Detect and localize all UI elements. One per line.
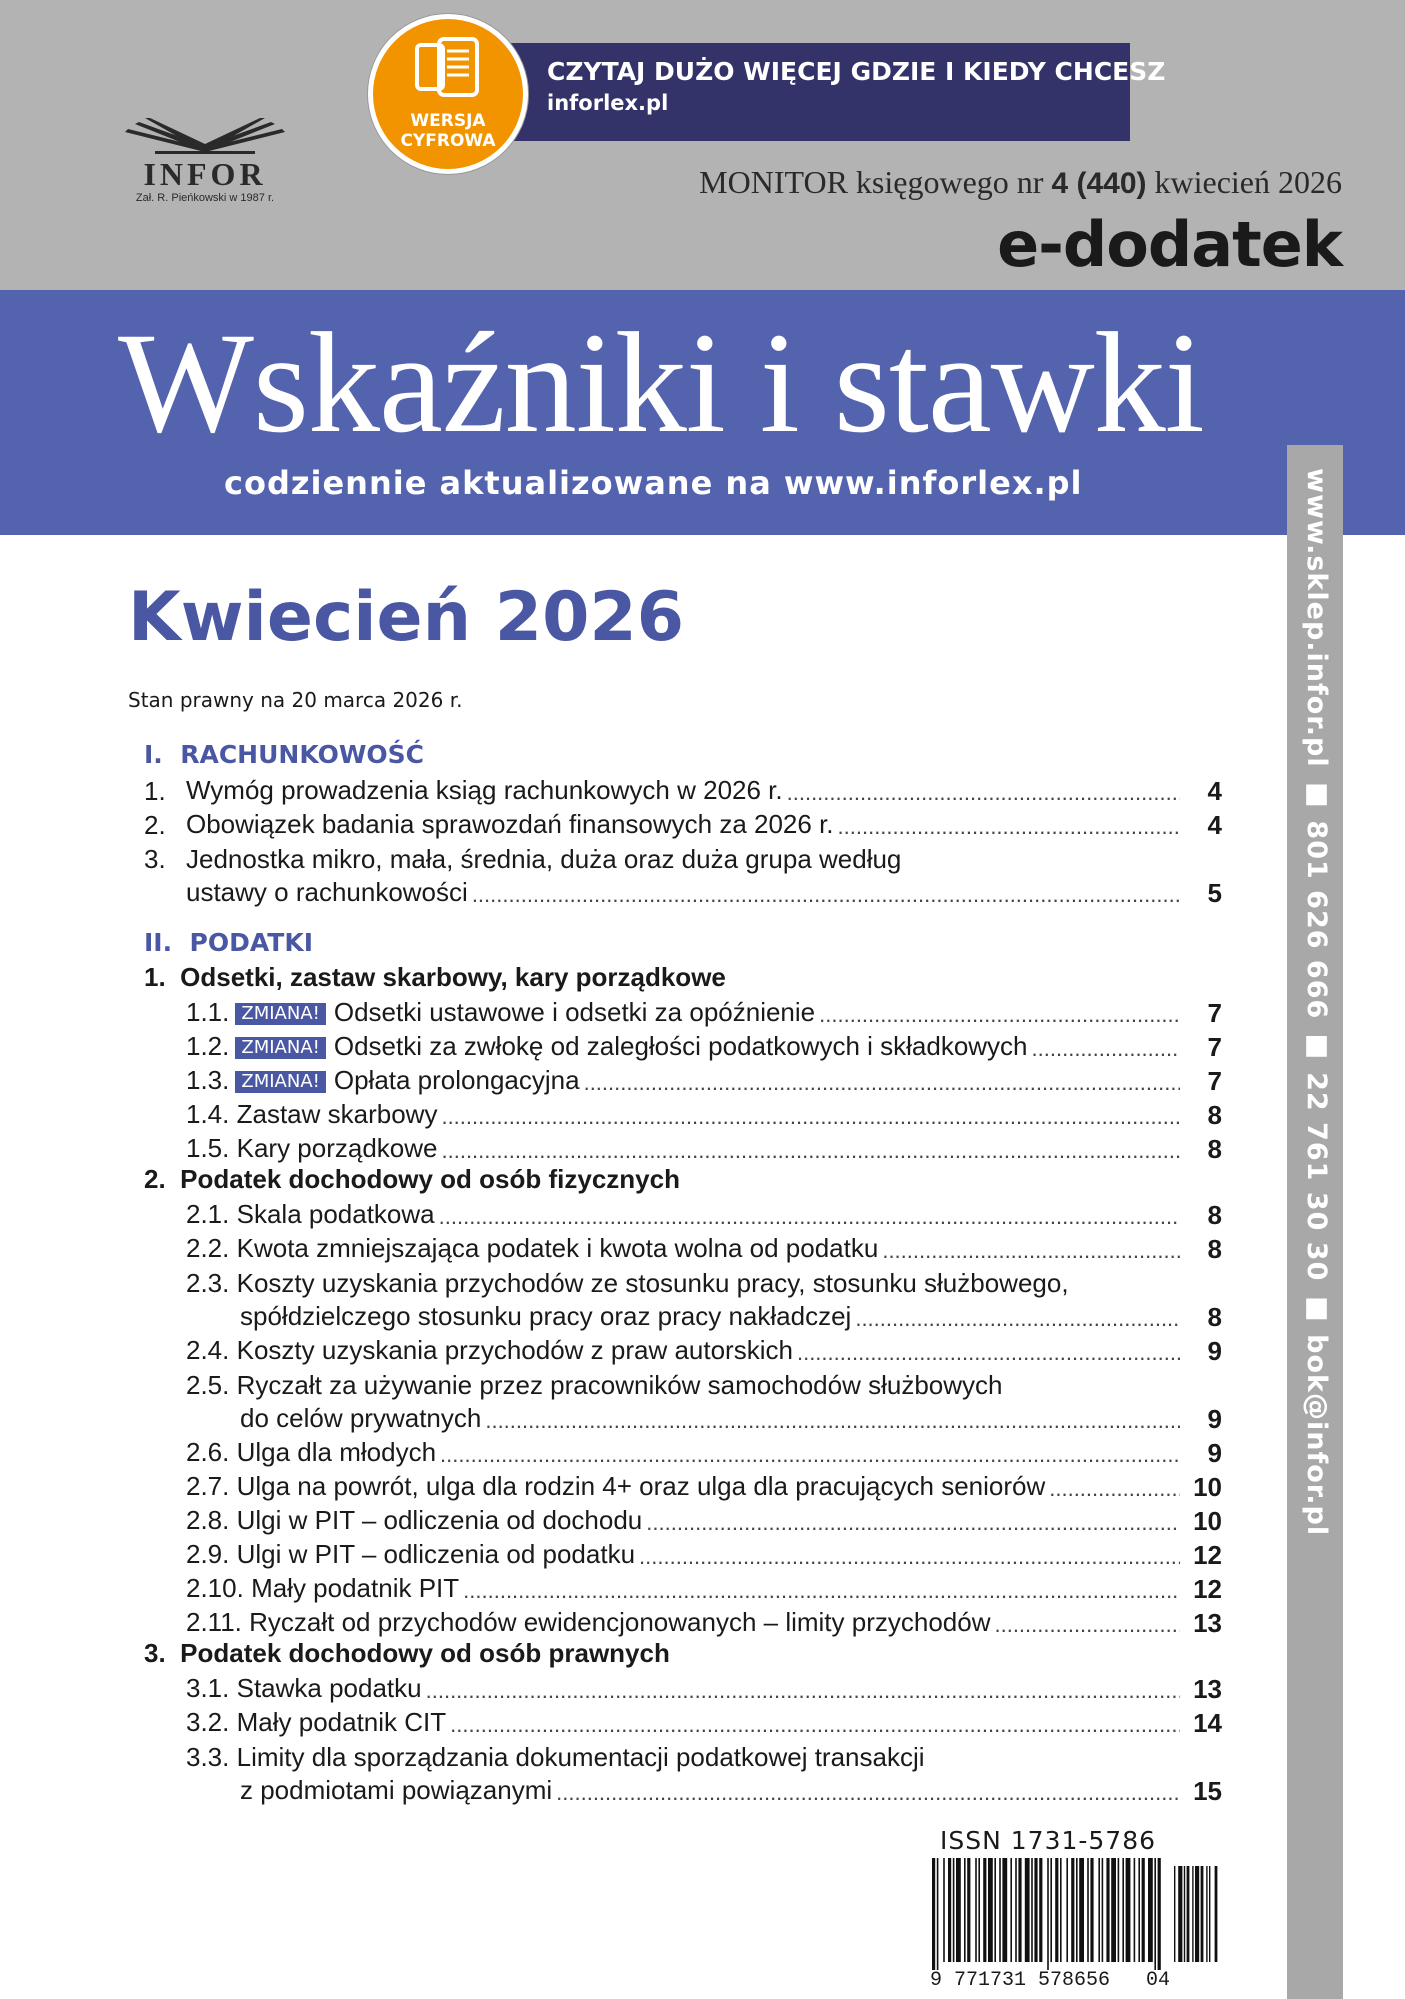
barcode-bar	[943, 1858, 945, 1962]
barcode-bar	[1031, 1858, 1033, 1962]
barcode-bar	[1034, 1858, 1037, 1962]
toc-number: 2.	[144, 810, 166, 840]
subtitle-url[interactable]: www.inforlex.pl	[783, 464, 1083, 502]
barcode-bar	[1174, 1866, 1175, 1962]
issue-date: kwiecień 2026	[1154, 164, 1342, 200]
barcode-bar	[1158, 1858, 1161, 1970]
change-badge: ZMIANA!	[235, 1037, 325, 1059]
barcode-digits: 9 771731 578656 04	[930, 1969, 1171, 1992]
toc-entry[interactable]: 2.10. Mały podatnik PIT .....	[186, 1570, 1184, 1604]
toc-entry[interactable]: 1.5. Kary porządkowe .....	[186, 1130, 1184, 1164]
toc-entry[interactable]: 2.4. Koszty uzyskania przychodów z praw autorskich .....	[186, 1332, 1184, 1366]
barcode-bar	[975, 1858, 977, 1962]
toc-entry[interactable]: 3.2. Mały podatnik CIT .....	[186, 1704, 1184, 1738]
toc-entry[interactable]: 1.3. ZMIANA! Opłata prolongacyjna .....	[186, 1062, 1184, 1096]
toc-entry[interactable]: 1.1. ZMIANA! Odsetki ustawowe i odsetki za opóźnienie .....	[186, 994, 1184, 1028]
barcode-bar	[1066, 1858, 1068, 1962]
toc-entry[interactable]: spółdzielczego stosunku pracy oraz pracy nakładczej .....	[240, 1298, 1184, 1332]
toc-page: 12	[1193, 1540, 1222, 1570]
logo-subtitle: Zał. R. Pieńkowski w 1987 r.	[135, 192, 275, 204]
barcode-bar	[983, 1858, 986, 1962]
barcode-bar	[1010, 1858, 1012, 1962]
subsection-heading: 2. Podatek dochodowy od osób fizycznych	[144, 1164, 680, 1194]
devices-icon	[415, 37, 481, 99]
barcode-bar	[1076, 1858, 1078, 1962]
toc-page: 7	[1207, 1032, 1222, 1062]
toc-page: 8	[1207, 1200, 1222, 1230]
toc-entry[interactable]: 2.8. Ulgi w PIT – odliczenia od dochodu .....	[186, 1502, 1184, 1536]
toc-entry[interactable]: 1.4. Zastaw skarbowy .....	[186, 1096, 1184, 1130]
barcode-bar	[1142, 1858, 1145, 1962]
toc-page: 13	[1193, 1674, 1222, 1704]
barcode-bar	[1148, 1858, 1153, 1962]
toc-page: 8	[1207, 1100, 1222, 1130]
barcode-bar	[1079, 1858, 1084, 1962]
toc-entry[interactable]: 1.2. ZMIANA! Odsetki za zwłokę od zaległości podatkowych i składkowych .....	[186, 1028, 1184, 1062]
toc-entry[interactable]: do celów prywatnych .....	[240, 1400, 1184, 1434]
barcode-bar	[1187, 1866, 1190, 1962]
toc-entry-line1[interactable]: Jednostka mikro, mała, średnia, duża oraz duża grupa według	[186, 844, 902, 874]
toc-page: 5	[1207, 878, 1222, 908]
barcode-bar	[967, 1858, 970, 1962]
barcode-bar	[1122, 1858, 1124, 1962]
barcode-bar	[948, 1858, 951, 1962]
toc-entry[interactable]: 2.9. Ulgi w PIT – odliczenia od podatku .....	[186, 1536, 1184, 1570]
barcode-bar	[1118, 1858, 1120, 1962]
toc-entry[interactable]: z podmiotami powiązanymi .....	[240, 1772, 1184, 1806]
promo-link[interactable]: inforlex.pl	[547, 91, 669, 115]
issn-label: ISSN 1731-5786	[940, 1826, 1157, 1855]
barcode-bar	[1106, 1858, 1109, 1962]
toc-entry-line1[interactable]: 3.3. Limity dla sporządzania dokumentacji podatkowej transakcji	[186, 1742, 925, 1772]
subsection-heading: 1. Odsetki, zastaw skarbowy, kary porządkowe	[144, 962, 726, 992]
barcode-icon	[930, 1858, 1220, 1986]
toc-entry[interactable]: 2.7. Ulga na powrót, ulga dla rodzin 4+ oraz ulga dla pracujących seniorów .....	[186, 1468, 1184, 1502]
subtitle-text: codziennie aktualizowane na	[224, 464, 772, 502]
section-heading-rachunkowosc: I. RACHUNKOWOŚĆ	[144, 740, 425, 769]
toc-page: 9	[1207, 1336, 1222, 1366]
barcode-bar	[1154, 1858, 1156, 1970]
barcode-bar	[1102, 1858, 1104, 1962]
toc-page: 14	[1193, 1708, 1222, 1738]
badge-label-1: WERSJA	[410, 111, 486, 131]
barcode-bar	[1178, 1866, 1182, 1962]
toc-page: 8	[1207, 1234, 1222, 1264]
barcode-bar	[1098, 1858, 1100, 1962]
toc-page: 8	[1207, 1302, 1222, 1332]
toc-page: 12	[1193, 1574, 1222, 1604]
publication-title: Wskaźniki i stawki	[118, 304, 1204, 463]
barcode-bar	[1206, 1866, 1207, 1962]
barcode-bar	[1025, 1858, 1030, 1962]
issue-prefix: MONITOR księgowego nr	[699, 164, 1044, 200]
digital-version-badge[interactable]	[368, 14, 528, 174]
barcode-bar	[988, 1858, 993, 1962]
book-wings-icon	[115, 118, 295, 154]
change-badge: ZMIANA!	[235, 1071, 325, 1093]
title-band	[0, 290, 1405, 535]
barcode-bar	[1050, 1858, 1052, 1962]
barcode-bar	[1195, 1866, 1199, 1962]
barcode-bar	[1138, 1858, 1140, 1962]
promo-headline: CZYTAJ DUŻO WIĘCEJ GDZIE I KIEDY CHCESZ	[547, 57, 1166, 86]
barcode-bar	[1134, 1858, 1136, 1962]
toc-entry[interactable]: 2.1. Skala podatkowa .....	[186, 1196, 1184, 1230]
toc-page: 8	[1207, 1134, 1222, 1164]
barcode-bar	[999, 1858, 1001, 1962]
barcode-bar	[1126, 1858, 1131, 1962]
toc-page: 9	[1207, 1438, 1222, 1468]
toc-number: 3.	[144, 844, 166, 874]
barcode-bar	[1087, 1858, 1089, 1962]
barcode-bar	[1209, 1866, 1210, 1962]
barcode-bar	[1055, 1858, 1058, 1962]
barcode-bar	[1002, 1858, 1007, 1962]
barcode-bar	[1184, 1866, 1185, 1962]
header-area	[0, 0, 1405, 290]
toc-entry[interactable]: Obowiązek badania sprawozdań finansowych za 2026 r. .....	[186, 806, 1184, 840]
barcode-bar	[1192, 1866, 1193, 1962]
toc-entry[interactable]: ustawy o rachunkowości .....	[186, 874, 1184, 908]
toc-page: 15	[1193, 1776, 1222, 1806]
barcode-bar	[937, 1858, 939, 1970]
toc-page: 4	[1207, 776, 1222, 806]
barcode-bar	[1090, 1858, 1093, 1962]
infor-logo	[100, 118, 310, 218]
toc-entry[interactable]: 2.6. Ulga dla młodych .....	[186, 1434, 1184, 1468]
subsection-heading: 3. Podatek dochodowy od osób prawnych	[144, 1638, 670, 1668]
badge-label-2: CYFROWA	[400, 131, 496, 151]
toc-page: 10	[1193, 1472, 1222, 1502]
barcode-bar	[1039, 1858, 1042, 1962]
toc-page: 13	[1193, 1608, 1222, 1638]
toc-page: 4	[1207, 810, 1222, 840]
toc-number: 1.	[144, 776, 166, 806]
barcode-bar	[1015, 1858, 1017, 1962]
barcode-bar	[932, 1858, 935, 1970]
barcode-bar	[978, 1858, 980, 1962]
barcode-bar	[1060, 1858, 1062, 1962]
issue-number: 4 (440)	[1051, 167, 1147, 200]
toc-entry[interactable]: Wymóg prowadzenia ksiąg rachunkowych w 2026 r. .....	[186, 772, 1184, 806]
promo-banner[interactable]	[500, 43, 1166, 141]
toc-page: 9	[1207, 1404, 1222, 1434]
toc-page: 7	[1207, 998, 1222, 1028]
toc-page: 7	[1207, 1066, 1222, 1096]
barcode-bar	[1215, 1866, 1218, 1962]
barcode-bar	[1018, 1858, 1021, 1962]
barcode-bar	[1201, 1866, 1204, 1962]
barcode-bar	[964, 1858, 966, 1962]
issue-info	[699, 164, 1342, 201]
month-heading: Kwiecień 2026	[128, 578, 685, 657]
barcode-bar	[1071, 1858, 1074, 1962]
toc-entry[interactable]: 2.2. Kwota zmniejszająca podatek i kwota wolna od podatku .....	[186, 1230, 1184, 1264]
barcode-bar	[956, 1858, 961, 1962]
barcode-bar	[1047, 1858, 1049, 1970]
toc-entry[interactable]: 2.11. Ryczałt od przychodów ewidencjonowanych – limity przychodów .....	[186, 1604, 1184, 1638]
barcode-bar	[953, 1858, 955, 1962]
toc-page: 10	[1193, 1506, 1222, 1536]
barcode-bar	[994, 1858, 996, 1962]
change-badge: ZMIANA!	[235, 1003, 325, 1025]
publication-subtitle	[224, 464, 1083, 502]
toc-entry[interactable]: 3.1. Stawka podatku .....	[186, 1670, 1184, 1704]
section-heading-podatki: II. PODATKI	[144, 928, 313, 957]
side-contact-text: www.sklep.infor.pl ■ 801 626 666 ■ 22 761 30 30 ■ bok@infor.pl	[1301, 468, 1332, 1537]
toc-entry-line1[interactable]: 2.3. Koszty uzyskania przychodów ze stosunku pracy, stosunku służbowego,	[186, 1268, 1069, 1298]
logo-wordmark: INFOR	[143, 156, 267, 192]
toc-entry-line1[interactable]: 2.5. Ryczałt za używanie przez pracowników samochodów służbowych	[186, 1370, 1003, 1400]
supplement-label: e-dodatek	[997, 208, 1342, 281]
barcode-bar	[1111, 1858, 1116, 1962]
legal-state: Stan prawny na 20 marca 2026 r.	[128, 688, 463, 712]
